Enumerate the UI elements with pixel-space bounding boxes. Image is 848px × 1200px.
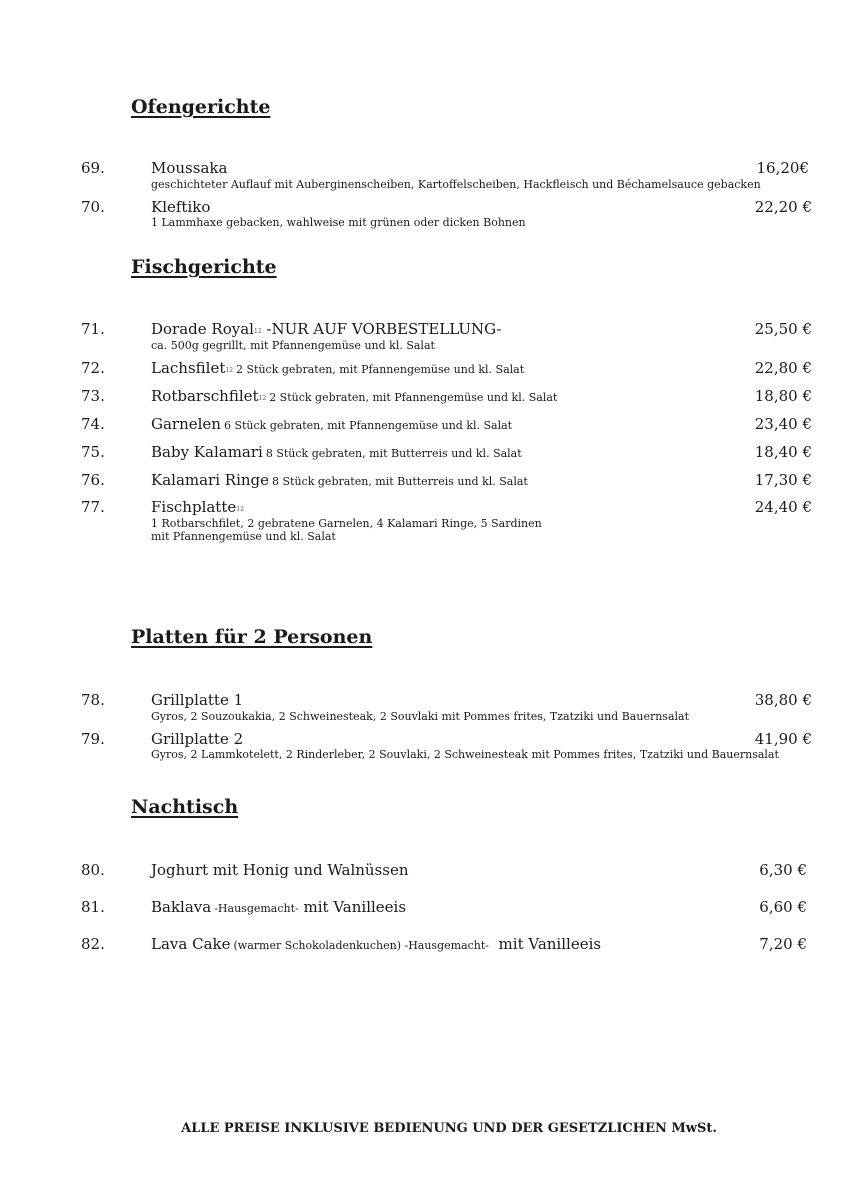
item-name: Fischplatte12: [151, 498, 244, 516]
item-price: 22,20 €: [754, 198, 812, 216]
item-name: Garnelen 6 Stück gebraten, mit Pfannengemüse und kl. Salat: [151, 415, 513, 433]
section-title-nachtisch: Nachtisch: [131, 796, 239, 818]
item-price: 23,40 €: [754, 415, 812, 433]
section-title-platten: Platten für 2 Personen: [131, 626, 373, 648]
item-name: Baby Kalamari 8 Stück gebraten, mit Butterreis und kl. Salat: [151, 443, 522, 461]
item-name: Lava Cake (warmer Schokoladenkuchen) -Hausgemacht- mit Vanilleeis: [151, 935, 602, 953]
item-price: 38,80 €: [754, 691, 812, 709]
section-title-fischgerichte: Fischgerichte: [131, 256, 277, 278]
item-name: Kleftiko: [151, 198, 211, 216]
item-name: Lachsfilet12 2 Stück gebraten, mit Pfannengemüse und kl. Salat: [151, 359, 525, 377]
item-number: 79.: [81, 730, 105, 748]
item-number: 71.: [81, 320, 105, 338]
item-name: Joghurt mit Honig und Walnüssen: [151, 861, 409, 879]
item-name: Kalamari Ringe 8 Stück gebraten, mit Butterreis und kl. Salat: [151, 471, 528, 489]
item-name: Grillplatte 2: [151, 730, 244, 748]
item-number: 70.: [81, 198, 105, 216]
item-description: geschichteter Auflauf mit Auberginenscheiben, Kartoffelscheiben, Hackfleisch und Béchamelsauce gebacken: [151, 178, 761, 191]
item-number: 80.: [81, 861, 105, 879]
item-name: Rotbarschfilet12 2 Stück gebraten, mit Pfannengemüse und kl. Salat: [151, 387, 558, 405]
item-number: 75.: [81, 443, 105, 461]
item-description: 1 Lammhaxe gebacken, wahlweise mit grünen oder dicken Bohnen: [151, 216, 526, 229]
item-name: Grillplatte 1: [151, 691, 244, 709]
section-title-ofengerichte: Ofengerichte: [131, 96, 271, 118]
item-price: 18,40 €: [754, 443, 812, 461]
item-name: Dorade Royal12 -NUR AUF VORBESTELLUNG-: [151, 320, 502, 338]
item-description: Gyros, 2 Souzoukakia, 2 Schweinesteak, 2 Souvlaki mit Pommes frites, Tzatziki und Bauernsalat: [151, 710, 689, 723]
item-number: 72.: [81, 359, 105, 377]
item-price: 6,60 €: [759, 898, 807, 916]
item-description: Gyros, 2 Lammkotelett, 2 Rinderleber, 2 Souvlaki, 2 Schweinesteak mit Pommes frites, Tzatziki und Bauernsalat: [151, 748, 779, 761]
item-price: 6,30 €: [759, 861, 807, 879]
item-price: 24,40 €: [754, 498, 812, 516]
footer-note: ALLE PREISE INKLUSIVE BEDIENUNG UND DER GESETZLICHEN MwSt.: [181, 1121, 717, 1136]
item-number: 77.: [81, 498, 105, 516]
item-price: 25,50 €: [754, 320, 812, 338]
item-price: 22,80 €: [754, 359, 812, 377]
item-name: Moussaka: [151, 159, 228, 177]
item-number: 78.: [81, 691, 105, 709]
item-number: 76.: [81, 471, 105, 489]
item-price: 7,20 €: [759, 935, 807, 953]
item-description-line-2: mit Pfannengemüse und kl. Salat: [151, 530, 336, 543]
item-number: 82.: [81, 935, 105, 953]
item-price: 41,90 €: [754, 730, 812, 748]
item-description: ca. 500g gegrillt, mit Pfannengemüse und kl. Salat: [151, 339, 435, 352]
item-number: 74.: [81, 415, 105, 433]
item-number: 69.: [81, 159, 105, 177]
item-name: Baklava -Hausgemacht- mit Vanilleeis: [151, 898, 407, 916]
item-price: 16,20€: [756, 159, 809, 177]
item-price: 17,30 €: [754, 471, 812, 489]
item-description: 1 Rotbarschfilet, 2 gebratene Garnelen, 4 Kalamari Ringe, 5 Sardinen: [151, 517, 542, 530]
item-number: 73.: [81, 387, 105, 405]
item-number: 81.: [81, 898, 105, 916]
item-price: 18,80 €: [754, 387, 812, 405]
